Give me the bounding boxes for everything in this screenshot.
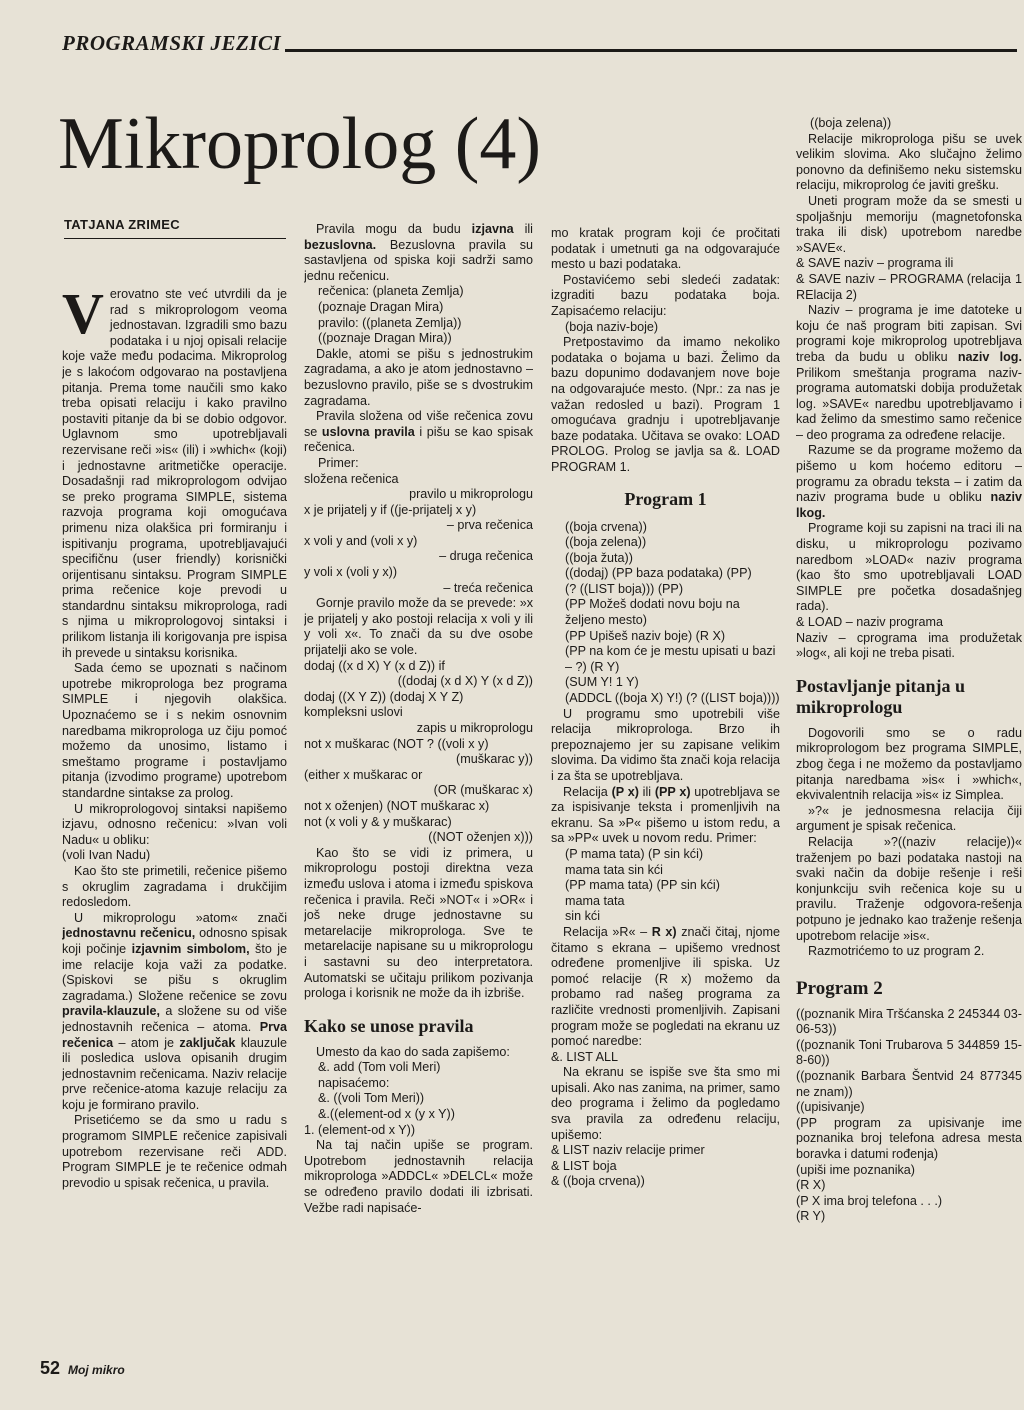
code-line: & SAVE naziv – programa ili [796,256,954,271]
paragraph: Relacija »R« – R x) znači čitaj, njome čitamo s ekrana – upišemo vrednost određene promenljive ili spiska. Uz pomoć relacije (R x) možemo da probamo rad našeg programa za različite vrednosti promenljivih. Zapisani program može se pogledati na ekranu uz pomoć naredbe: [551,924,780,1049]
code-line: pravilo u mikroprologu [409,487,533,502]
code-line: (P X ima broj telefona . . .) [796,1193,943,1208]
paragraph: Razmotrićemo to uz program 2. [808,944,985,959]
code-line: ((upisivanje) [796,1100,865,1115]
code-line: &. add (Tom voli Meri) [318,1060,441,1075]
paragraph: Pretpostavimo da imamo nekoliko podataka o bojama u bazi. Želimo da bazu dopunimo dodavanjem nove boje na odgovarajuće mesto. (Npr.: za nas je važan redosled u bazi). Program 1 omogućava gradnju i upotrebljavanje baze podataka. Učitava se ovako: LOAD PROLOG. Prolog se javlja sa &. LOAD PROGRAM 1. [551,335,780,474]
program-heading: Program 1 [624,488,707,509]
code-line: not (x voli y & y muškarac) [304,814,452,829]
code-line: &. ((voli Tom Meri)) [318,1091,425,1106]
code-line: ((boja zelena)) [810,116,892,130]
code-line: & LOAD – naziv programa [796,615,943,629]
paragraph: Naziv – cprograma ima produžetak »log«, ali koji ne treba pisati. [796,630,1022,661]
code-line: & SAVE naziv – PROGRAMA (relacija 1 RElacija 2) [796,271,1022,302]
code-line: &. LIST ALL [551,1049,618,1064]
paragraph: Na taj način upiše se program. Upotrebom jednostavnih relacija mikroprologa »ADDCL« »DELCL« može se određeno pravilo dodati ili izbrisati. Vežbe radi napisaće- [304,1138,533,1215]
code-line: (R Y) [796,1209,826,1224]
code-line: (P mama tata) (P sin kći) [565,846,704,861]
code-line: x je prijatelj y if ((je-prijatelj x y) [304,502,477,517]
code-line: (PP program za upisivanje ime poznanika broj telefona adresa mesta boravka i datumi rođenja) [796,1115,1022,1162]
code-line: rečenica: (planeta Zemlja) [318,284,464,299]
code-line: not x muškarac (NOT ? ((voli x y) [304,736,489,751]
code-line: (either x muškarac or [304,767,423,782]
section-rule [285,49,1017,52]
paragraph: Razume se da programe možemo da pišemo u kom hoćemo editoru – programu za obradu teksta – i zatim da naziv programa bude u obliku naziv lkog. [796,443,1022,520]
magazine-name: Moj mikro [68,1363,125,1377]
code-line: ((dodaj) (PP baza podataka) (PP) [565,566,752,581]
code-line: (OR (muškarac x) [433,783,533,798]
code-line: (voli Ivan Nadu) [62,848,151,863]
code-line: (boja naziv-boje) [565,319,659,334]
paragraph: Dogovorili smo se o radu mikroprologom bez programa SIMPLE, zbog čega i ne možemo da postavljamo pitanja naredbama »is« i »which«, ekvivalentnih relacija »is« iz Simplea. [796,725,1022,803]
paragraph: mo kratak program koji će pročitati podatak i umetnuti ga na odgovarajuće mesto u bazi podataka. [551,226,780,272]
paragraph: Kao što ste primetili, rečenice pišemo s okruglim zagradama i drukčijim redosledom. [62,863,287,910]
code-line: ((boja žuta)) [565,550,633,565]
author-byline: TATJANA ZRIMEC [64,217,286,239]
code-line: ((poznanik Mira Tršćanska 2 245344 03-06-53)) [796,1006,1022,1037]
code-line: ((dodaj (x d X) Y (x d Z)) [397,674,533,689]
code-line: & LIST boja [551,1158,617,1173]
paragraph: Na ekranu se ispiše sve šta smo mi upisali. Ako nas zanima, na primer, samo deo programa i želimo da pogledamo sva pravila za određenu relaciju, upišemo: [551,1065,780,1142]
page-footer [40,1358,125,1379]
subheading: Postavljanje pitanja u mikroprologu [796,675,966,717]
drop-cap: V [62,287,104,346]
paragraph: Sada ćemo se upoznati s načinom upotrebe mikroprologa bez programa SIMPLE i njegovih olakšica. Upoznaćemo se i s nekim osnovnim naredbama mikroprologa uz čiju pomoć možemo da unosimo, listamo i smeštamo programe i postavljamo pitanja (izvodimo programe) upotrebom standardne sintakse za prolog. [62,661,287,800]
code-line: &.((element-od x (y x Y)) [318,1107,455,1122]
code-line: (SUM Y! 1 Y) [565,675,639,690]
code-line: (ADDCL ((boja X) Y!) (? ((LIST boja)))) [565,691,780,706]
code-line: (PP Možeš dodati novu boju na željeno mesto) [565,597,740,628]
paragraph: Verovatno ste već utvrdili da je rad s mikroprologom veoma jednostavan. Izgradili smo bazu podataka i u njoj opisali relacije koje važe među podacima. Mikroprolog je s lakoćom odgovarao na postavljena pitanja. Prema tome naučili smo kako treba opisati relaciju i kako pravilno postaviti pitanje da bi se dobio odgovor. Uglavnom smo upotrebljavali rezervisane reči »is« (ili) i »which« (koji) i jednostavne aritmetičke operacije. Dosadašnji rad mikroprologom odvijao se preko programa SIMPLE, sistema razvoja programa koji omogućava primenu niza olakšica pri formiranju i ispitivanju programa, upotrebljavajući specifičnu (user friendly) korisnički orijentisanu sintaksu. Program SIMPLE prima rečenice koje prevodi u standardnu sintaksu mikroprologa, radi s njima u mikroprologovoj sintaksi i prilikom listanja ili korigovanja pre ispisa ih prevede u sintaksu korisnika. [62,287,287,660]
code-line: dodaj ((x d X) Y (x d Z)) if [304,658,445,673]
code-line: (muškarac y)) [456,752,533,767]
code-line: napisaćemo: [318,1075,390,1090]
code-line: sin kći [565,909,600,924]
code-line: 1. (element-od x Y)) [304,1122,416,1137]
paragraph: Gornje pravilo može da se prevede: »x je prijatelj y ako postoji relacija x voli y ili y voli x«. To znači da su dve osobe prijatelji ako se vole. [304,596,533,658]
code-line: ((boja crvena)) [565,519,647,534]
code-line: x voli y and (voli x y) [304,533,418,548]
paragraph: Kao što se vidi iz primera, u mikroprologu postoji direktna veza između uslova i atoma i između spiskova rečenica i pravila. Reči »NOT« i »OR« i još neke druge jednostavne su metarelacije mikroprologa. Sve te metarelacije napisane su u mikroprologu i sastavni su deo interpretatora. Automatski se učitaju prilikom pozivanja prologa i korisnik ne može da ih izbriše. [304,845,533,1001]
code-line: (R X) [796,1178,826,1193]
column-2 [304,222,533,1362]
paragraph: U mikroprologu »atom« znači jednostavnu rečenicu, odnosno spisak koji počinje izjavnim simbolom, što je ime relacije koja važi za podatke. (Spiskovi se pišu s okruglim zagradama.) Složene rečenice se zovu pravila-klauzule, a složene su od više jednostavnih rečenica – atoma. Prva rečenica – atom je zaključak klauzule ili posledica uslova opisanih drugim jednostavnim rečenicama. Naziv relacije prve rečenice-atoma kazuje relaciju za koju je formirano pravilo. [62,910,287,1112]
code-line: & ((boja crvena)) [551,1174,645,1189]
article-title: Mikroprolog (4) [58,103,541,185]
code-line: (upiši ime poznanika) [796,1162,915,1177]
code-line: mama tata sin kći [565,862,663,877]
code-line: ((NOT oženjen x))) [428,830,533,845]
section-header [62,28,1017,54]
code-line: (PP Upišeš naziv boje) (R X) [565,628,726,643]
paragraph: Uneti program može da se smesti u spoljašnju memoriju (magnetofonska traka ili disk) upotrebom naredbe »SAVE«. [796,193,1022,255]
paragraph: Postavićemo sebi sledeći zadatak: izgraditi bazu podataka boja. Zapisaćemo relaciju: [551,272,780,318]
code-line: pravilo: ((planeta Zemlja)) [318,315,462,330]
code-line: (? ((LIST boja))) (PP) [565,581,684,596]
paragraph: Relacija »?((naziv relacije))« traženjem po bazi podataka nastoji na svaki način da dobije rešenje i reši konjunkciju svih rečenica koje su u pravilu. Traženje odgovora-rešenja potpuno je jednako kao traženje rešenja upotrebom relacije »is«. [796,834,1022,943]
code-line: – treća rečenica [443,580,533,595]
page-number: 52 [40,1358,61,1378]
code-line: ((poznanik Barbara Šentvid 24 877345 ne znam)) [796,1069,1022,1099]
code-line: ((poznanik Toni Trubarova 5 344859 15-8-60)) [796,1037,1022,1068]
code-line: mama tata [565,893,625,908]
code-line: – druga rečenica [439,549,533,564]
column-4 [796,116,1022,1362]
paragraph: Pravila složena od više rečenica zovu se uslovna pravila i pišu se kao spisak rečenica. [304,409,533,455]
code-line: (poznaje Dragan Mira) [318,299,444,314]
column-3 [551,226,780,1362]
section-label: PROGRAMSKI JEZICI [62,31,282,55]
code-line: not x oženjen) (NOT muškarac x) [304,798,490,813]
program-heading: Program 2 [796,977,883,999]
code-line: složena rečenica [304,471,399,486]
code-line: zapis u mikroprologu [416,721,533,735]
code-line: (PP mama tata) (PP sin kći) [565,878,720,893]
code-line: Primer: [318,455,359,470]
subheading: Kako se unose pravila [304,1015,474,1036]
paragraph: Naziv – programa je ime datoteke u koju će naš program biti zapisan. Svi programi koje mikroprolog upotrebljava treba da budu u obliku naziv log. Prilikom smeštanja programa naziv-programa automatski dobija produžetak log. »SAVE« naredbu upotrebljavamo i kad želimo da smestimo samo rečenice – deo programa za određene relacije. [796,303,1022,442]
code-line: ((poznaje Dragan Mira)) [318,331,452,346]
paragraph: Programe koji su zapisni na traci ili na disku, u mikroprologu pozivamo naredbom »LOAD« naziv programa (kao što smo upotrebljavali LOAD SIMPLE pre početka dosadašnjeg rada). [796,521,1022,614]
paragraph: U mikroprologovoj sintaksi napišemo izjavu, odnosno rečenicu: »Ivan voli Nadu« u obliku: [62,801,287,847]
paragraph: Dakle, atomi se pišu s jednostrukim zagradama, a ako je atom jednostavno – bezuslovno pravilo, piše se s dvostrukim zagradama. [304,346,533,408]
paragraph: U programu smo upotrebili više relacija mikroprologa. Brzo ih prepoznajemo jer su zapisane velikim slovima. Da vidimo šta znači koja relacija i za šta se upotrebljava. [551,706,780,783]
code-line: ((boja zelena)) [565,535,647,550]
code-line: & LIST naziv relacije primer [551,1143,705,1158]
code-line: kompleksni uslovi [304,705,403,720]
column-1 [62,287,287,1362]
paragraph: Umesto da kao do sada zapišemo: [316,1044,510,1059]
code-line: y voli x (voli y x)) [304,565,398,580]
code-line: dodaj ((X Y Z)) (dodaj X Y Z) [304,689,464,704]
paragraph: Relacija (P x) ili (PP x) upotrebljava se za ispisivanje teksta i promenljivih na ekranu. Sa »P« pišemo u istom redu, a sa »PP« uvek u novom redu. Primer: [551,784,780,846]
paragraph: Pravila mogu da budu izjavna ili bezuslovna. Bezuslovna pravila su sastavljena od spiska koji sadrži samo jednu rečenicu. [304,222,533,283]
code-line: – prva rečenica [446,518,533,533]
paragraph: Prisetićemo se da smo u radu s programom SIMPLE rečenice zapisivali upotrebom rezervisane reči ADD. Program SIMPLE je te rečenice odmah prevodio u spisak rečenica, u pravila. [62,1113,287,1190]
code-line: (PP na kom će je mestu upisati u bazi – ?) (R Y) [565,644,776,674]
paragraph: Relacije mikroprologa pišu se uvek velikim slovima. Ako slučajno želimo ponovno da definišemo neku sistemsku relaciju, mikroprolog će javiti grešku. [796,131,1022,193]
paragraph: »?« je jednosmesna relacija čiji argument je spisak rečenica. [796,803,1022,834]
